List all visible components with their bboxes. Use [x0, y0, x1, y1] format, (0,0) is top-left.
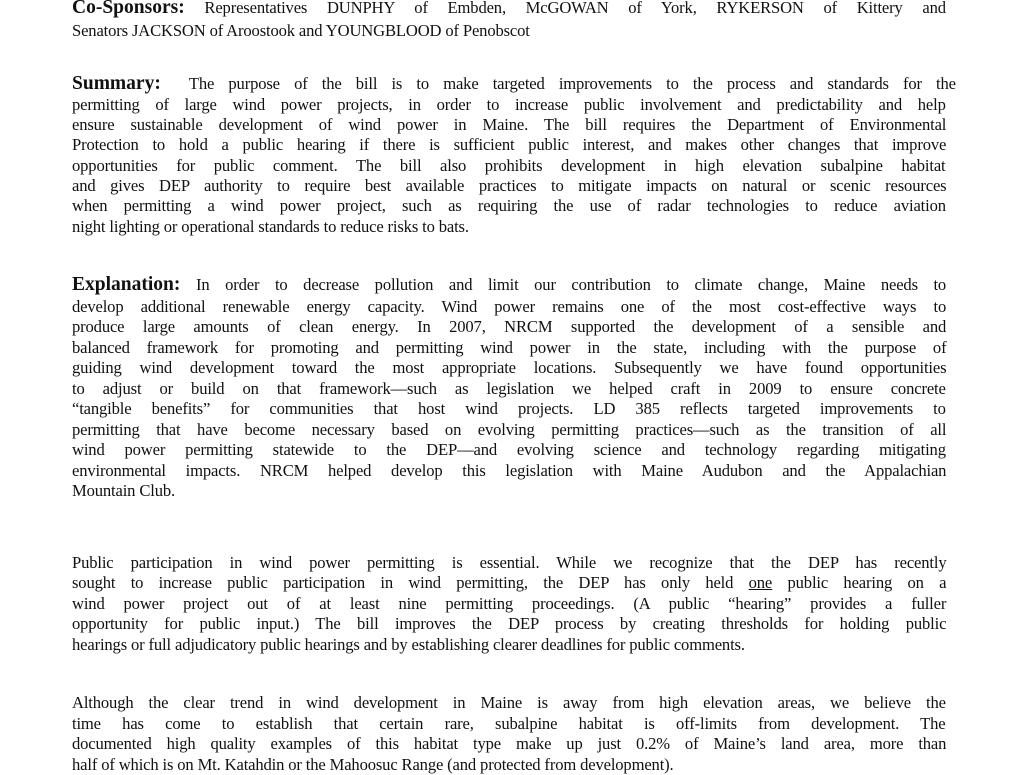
participation-line-3: wind power project out of at least nine permitting proceedings. (A public “hearing” provides a fuller	[72, 594, 947, 613]
explanation-line-1	[72, 275, 946, 295]
explanation-text: In order to decrease pollution and limit our contribution to climate change, Maine needs to	[195, 275, 947, 294]
participation-line-2-after: public hearing on a	[772, 573, 947, 592]
summary-line-7: when permitting a wind power project, such as requiring the use of radar technologies to reduce aviation	[72, 196, 946, 215]
explanation-line-9: wind power permitting statewide to the DEP—and evolving science and technology regarding mitigating	[72, 440, 946, 459]
explanation-heading: Explanation:	[72, 274, 181, 295]
habitat-line-3: documented high quality examples of this habitat type make up just 0.2% of Maine’s land area, more than	[72, 734, 947, 753]
summary-line-8: night lighting or operational standards to reduce risks to bats.	[72, 217, 469, 236]
explanation-line-5: guiding wind development toward the most appropriate locations. Subsequently we have found opportunities	[72, 358, 947, 377]
summary-line-3: ensure sustainable development of wind power in Maine. The bill requires the Department of Environmental	[72, 115, 947, 134]
explanation-line-6: to adjust or build on that framework—such as legislation we helped craft in 2009 to ensure concrete	[72, 379, 946, 398]
summary-line-4: Protection to hold a public hearing if there is sufficient public interest, and makes other changes that improve	[72, 135, 947, 154]
participation-line-2	[72, 573, 946, 593]
cosponsors-line-1	[72, 0, 946, 18]
cosponsors-line-2: Senators JACKSON of Aroostook and YOUNGBLOOD of Penobscot	[72, 21, 530, 40]
participation-line-4: opportunity for public input.) The bill improves the DEP process by creating thresholds for holding public	[72, 614, 947, 633]
participation-line-2-before: sought to increase public participation in wind permitting, the DEP has only held	[72, 573, 749, 592]
explanation-line-7: “tangible benefits” for communities that host wind projects. LD 385 reflects targeted improvements to	[72, 399, 946, 418]
cosponsors-heading: Co-Sponsors:	[72, 0, 185, 18]
explanation-line-8: permitting that have become necessary based on evolving permitting practices—such as the transition of all	[72, 420, 947, 439]
cosponsors-text: Representatives DUNPHY of Embden, McGOWAN of York, RYKERSON of Kittery and	[204, 0, 946, 17]
explanation-line-11: Mountain Club.	[72, 481, 175, 500]
explanation-line-2: develop additional renewable energy capacity. Wind power remains one of the most cost-effective ways to	[72, 297, 947, 316]
summary-line-6: and gives DEP authority to require best available practices to mitigate impacts on natural or scenic resources	[72, 176, 947, 195]
habitat-line-1: Although the clear trend in wind development in Maine is away from high elevation areas, we believe the	[72, 693, 946, 712]
summary-line-5: opportunities for public comment. The bill also prohibits development in high elevation subalpine habitat	[72, 156, 946, 175]
participation-line-1: Public participation in wind power permitting is essential. While we recognize that the DEP has recently	[72, 553, 947, 572]
summary-text: The purpose of the bill is to make targeted improvements to the process and standards for the	[188, 74, 956, 93]
summary-heading: Summary:	[72, 73, 161, 94]
summary-line-2: permitting of large wind power projects, in order to increase public involvement and predictability and help	[72, 95, 946, 114]
participation-line-5: hearings or full adjudicatory public hearings and by establishing clearer deadlines for public comments.	[72, 635, 745, 654]
habitat-line-2: time has come to establish that certain rare, subalpine habitat is off-limits from development. The	[72, 714, 946, 733]
underlined-one: one	[748, 573, 773, 592]
summary-line-1	[72, 74, 956, 94]
explanation-line-10: environmental impacts. NRCM helped develop this legislation with Maine Audubon and the Appalachian	[72, 461, 947, 480]
explanation-line-3: produce large amounts of clean energy. In 2007, NRCM supported the development of a sensible and	[72, 317, 947, 336]
explanation-line-4: balanced framework for promoting and permitting wind power in the state, including with the purpose of	[72, 338, 947, 357]
habitat-line-4: half of which is on Mt. Katahdin or the Mahoosuc Range (and protected from development).	[72, 755, 674, 774]
